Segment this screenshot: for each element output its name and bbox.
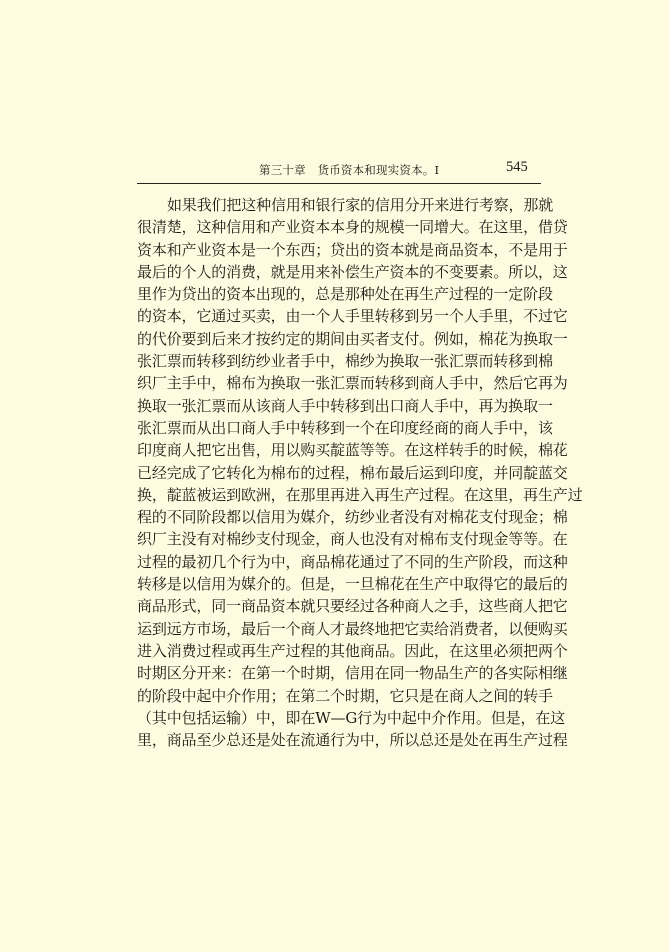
text-line: 换取一张汇票而从该商人手中转移到出口商人手中，再为换取一 [137,396,553,415]
text-line: （其中包括运输）中，即在W—G行为中起中介作用。但是，在这 [137,708,566,727]
text-line: 印度商人把它出售，用以购买靛蓝等等。在这样转手的时候，棉花 [137,441,568,460]
text-line: 转移是以信用为媒介的。但是，一旦棉花在生产中取得它的最后的 [137,575,568,594]
text-line: 程的不同阶段都以信用为媒介，纺纱业者没有对棉花支付现金；棉 [137,508,568,527]
text-line: 的代价要到后来才按约定的期间由买者支付。例如，棉花为换取一 [137,329,568,348]
text-line: 如果我们把这种信用和银行家的信用分开来进行考察，那就 [167,196,554,214]
text-line: 张汇票而从出口商人手中转移到一个在印度经商的商人手中，该 [137,418,553,437]
text-line: 最后的个人的消费，就是用来补偿生产资本的不变要素。所以，这 [137,262,568,281]
text-line: 织厂主手中，棉布为换取一张汇票而转移到商人手中，然后它再为 [137,374,568,393]
text-line: 里，商品至少总还是处在流通行为中，所以总还是处在再生产过程 [137,731,568,750]
text-line: 商品形式，同一商品资本就只要经过各种商人之手，这些商人把它 [137,597,568,616]
text-line: 换，靛蓝被运到欧洲，在那里再进入再生产过程。在这里，再生产过 [137,485,583,504]
page-number: 545 [506,159,528,175]
text-line: 运到远方市场，最后一个商人才最终地把它卖给消费者，以便购买 [137,619,568,638]
running-head [137,161,541,184]
text-line: 资本和产业资本是一个东西；贷出的资本就是商品资本，不是用于 [137,240,568,259]
text-line: 过程的最初几个行为中，商品棉花通过了不同的生产阶段，而这种 [137,552,568,571]
text-line: 时期区分开来：在第一个时期，信用在同一物品生产的各实际相继 [137,664,568,683]
text-line: 已经完成了它转化为棉布的过程，棉布最后运到印度，并同靛蓝交 [137,463,568,482]
chapter-title: 第三十章 货币资本和现实资本。I [259,163,440,177]
text-line: 很清楚，这种信用和产业资本本身的规模一同增大。在这里，借贷 [137,218,568,237]
text-line: 织厂主没有对棉纱支付现金，商人也没有对棉布支付现金等等。在 [137,530,568,549]
text-line: 张汇票而转移到纺纱业者手中，棉纱为换取一张汇票而转移到棉 [137,352,553,371]
text-line: 的资本，它通过买卖，由一个人手里转移到另一个人手里，不过它 [137,307,568,326]
text-line: 的阶段中起中介作用；在第二个时期，它只是在商人之间的转手 [137,686,553,705]
text-line: 进入消费过程或再生产过程的其他商品。因此，在这里必须把两个 [137,641,568,660]
body-text [137,194,583,751]
text-line: 里作为贷出的资本出现的，总是那种处在再生产过程的一定阶段 [137,285,553,304]
